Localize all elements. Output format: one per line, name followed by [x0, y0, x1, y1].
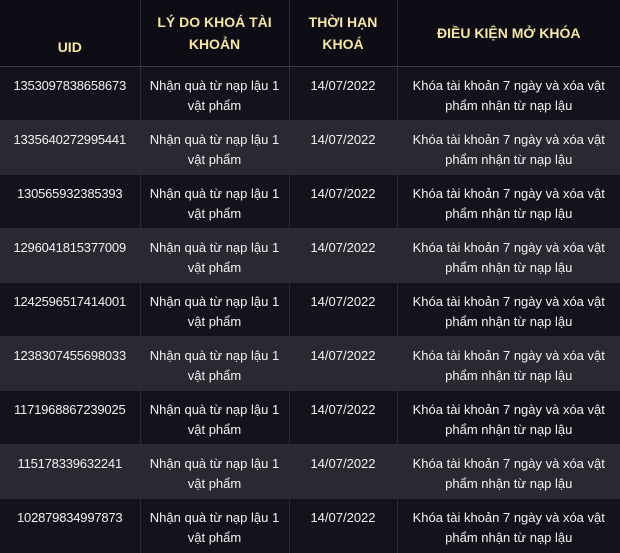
table-row — [0, 67, 620, 121]
date-cell: 14/07/2022 — [289, 337, 397, 391]
uid-column-header: UID — [0, 0, 140, 67]
table-row — [0, 337, 620, 391]
unlock-condition-column-header: ĐIỀU KIỆN MỞ KHÓA — [397, 0, 620, 67]
table-row — [0, 283, 620, 337]
date-cell: 14/07/2022 — [289, 229, 397, 283]
table-row — [0, 391, 620, 445]
date-cell: 14/07/2022 — [289, 67, 397, 121]
uid-cell: 1242596517414001 — [0, 283, 140, 337]
condition-cell: Khóa tài khoản 7 ngày và xóa vật phẩm nhận từ nạp lậu — [397, 175, 620, 229]
reason-cell: Nhận quà từ nạp lậu 1 vật phẩm — [140, 175, 289, 229]
reason-cell: Nhận quà từ nạp lậu 1 vật phẩm — [140, 445, 289, 499]
table-row — [0, 445, 620, 499]
uid-cell: 115178339632241 — [0, 445, 140, 499]
uid-cell: 1296041815377009 — [0, 229, 140, 283]
condition-cell: Khóa tài khoản 7 ngày và xóa vật phẩm nhận từ nạp lậu — [397, 283, 620, 337]
uid-cell: 130565932385393 — [0, 175, 140, 229]
condition-cell: Khóa tài khoản 7 ngày và xóa vật phẩm nhận từ nạp lậu — [397, 391, 620, 445]
reason-cell: Nhận quà từ nạp lậu 1 vật phẩm — [140, 391, 289, 445]
uid-cell: 102879834997873 — [0, 499, 140, 553]
reason-cell: Nhận quà từ nạp lậu 1 vật phẩm — [140, 67, 289, 121]
reason-cell: Nhận quà từ nạp lậu 1 vật phẩm — [140, 229, 289, 283]
date-cell: 14/07/2022 — [289, 391, 397, 445]
reason-cell: Nhận quà từ nạp lậu 1 vật phẩm — [140, 337, 289, 391]
duration-column-header: THỜI HẠN KHOÁ — [289, 0, 397, 67]
condition-cell: Khóa tài khoản 7 ngày và xóa vật phẩm nhận từ nạp lậu — [397, 121, 620, 175]
reason-cell: Nhận quà từ nạp lậu 1 vật phẩm — [140, 121, 289, 175]
uid-cell: 1353097838658673 — [0, 67, 140, 121]
date-cell: 14/07/2022 — [289, 121, 397, 175]
condition-cell: Khóa tài khoản 7 ngày và xóa vật phẩm nhận từ nạp lậu — [397, 337, 620, 391]
table-row — [0, 229, 620, 283]
reason-cell: Nhận quà từ nạp lậu 1 vật phẩm — [140, 283, 289, 337]
date-cell: 14/07/2022 — [289, 283, 397, 337]
reason-column-header: LÝ DO KHOÁ TÀI KHOẢN — [140, 0, 289, 67]
date-cell: 14/07/2022 — [289, 499, 397, 553]
date-cell: 14/07/2022 — [289, 445, 397, 499]
table-header-row — [0, 0, 620, 67]
uid-cell: 1238307455698033 — [0, 337, 140, 391]
uid-cell: 1171968867239025 — [0, 391, 140, 445]
uid-cell: 1335640272995441 — [0, 121, 140, 175]
condition-cell: Khóa tài khoản 7 ngày và xóa vật phẩm nhận từ nạp lậu — [397, 67, 620, 121]
condition-cell: Khóa tài khoản 7 ngày và xóa vật phẩm nhận từ nạp lậu — [397, 499, 620, 553]
reason-cell: Nhận quà từ nạp lậu 1 vật phẩm — [140, 499, 289, 553]
table-row — [0, 499, 620, 553]
table-row — [0, 121, 620, 175]
condition-cell: Khóa tài khoản 7 ngày và xóa vật phẩm nhận từ nạp lậu — [397, 229, 620, 283]
table-row — [0, 175, 620, 229]
date-cell: 14/07/2022 — [289, 175, 397, 229]
condition-cell: Khóa tài khoản 7 ngày và xóa vật phẩm nhận từ nạp lậu — [397, 445, 620, 499]
